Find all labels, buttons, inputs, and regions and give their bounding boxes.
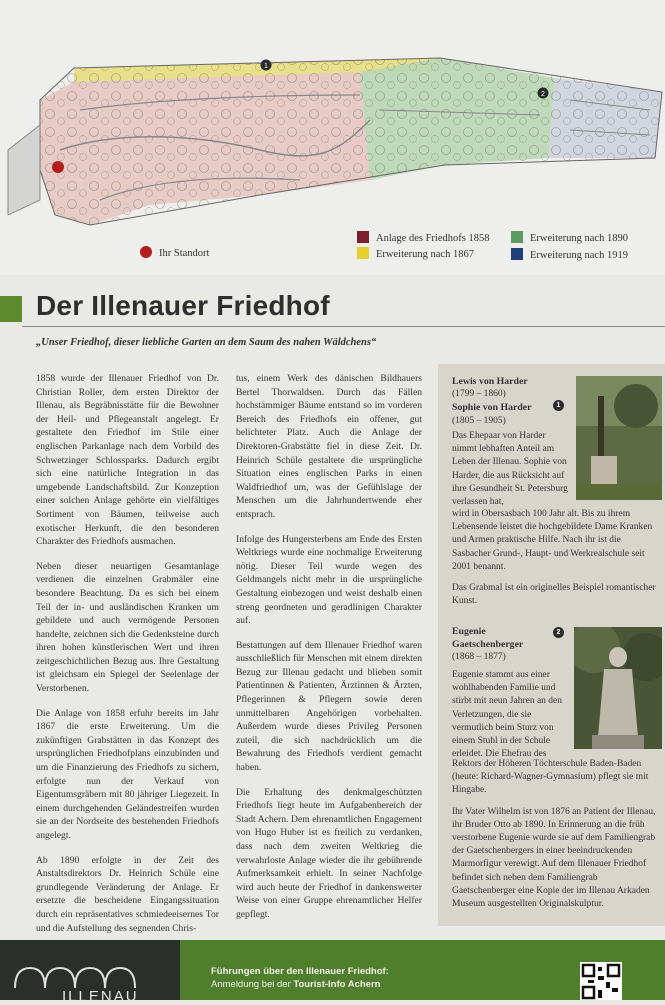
page-title: Der Illenauer Friedhof <box>36 290 330 321</box>
paragraph: Die Anlage von 1858 erfuhr bereits im Jahr 1867 die erste Erweiterung. Um die zukünftigen Grabstätten in das Konzept des ursprünglichen Friedhofplans einzubinden und um die Finanzierung des Friedhofs zu sichern, erfolgte nun der Verkauf von Eigentumsgräbern mit 80 jähriger Liegezeit. In einem durchgehenden Geländestreifen wurden sie an der Nordseite des bestehenden Friedhofs angelegt. <box>36 707 219 841</box>
legend-item-1867: Erweiterung nach 1867 <box>357 247 474 260</box>
title-accent-bar <box>0 296 22 322</box>
legend-swatch-icon <box>511 248 523 260</box>
paragraph: 1858 wurde der Illenauer Friedhof von Dr. Christian Roller, dem ersten Direktor der Illenau, als Begräbnisstätte für die Bewohner der Heil- und Pflegeanstalt angelegt. Er gestaltete den Friedhof im Stile einer englischen Parkanlage nach dem Vorbild des Schwetzinger Schlossparks. Dadurch ergibt sich eine natürliche Integration in das umgebende Landschaftsbild. Zur Konzeption einer solchen Anlage gehörte ein vielfältiges Sortiment von Bäumen, teilweise auch exotischer Herkunft, die den besonderen Charakter des Friedhofs ausmachen. <box>36 373 219 548</box>
svg-text:1: 1 <box>264 63 268 70</box>
person-2-text-narrow: Eugenie stammt aus einer wohlhabenden Familie und stirbt mit neun Jahren an den Verletzungen, die sie vermutlich beim Sturz von einem Stuhl in der Schule erleidet. Die Ehefrau des <box>452 670 563 760</box>
paragraph: Ab 1890 erfolgte in der Zeit des Anstaltsdirektors Dr. Heinrich Schüle eine grundlegende Veränderung der Anlage. Er ersetzte die bescheidene Eingangssituation durch ein repräsentatives schmiedeeisernes Tor und die Aufstellung des segnenden Chris- <box>36 854 219 934</box>
person-1-badge: 1 <box>553 400 564 411</box>
person-1-text-narrow: Das Ehepaar von Harder nimmt lebhaften Anteil am Leben der Illenau. Sophie von Harder, die aus Rücksicht auf ihre Gesundheit St. Petersburg verlassen hat, <box>452 431 568 508</box>
cemetery-map <box>0 0 665 275</box>
paragraph: Neben dieser neuartigen Gesamtanlage verdienen die einzelnen Grabmäler eine besondere Beachtung. Da es sich bei einem Teil der in- und ausländischen Kranken um gebildete und auch vermögende Personen handelte, zeichnen sich die Gedenksteine durch ihren hohen künstlerischen Wert und ihren zeitgeschichtlichen Bezug aus. Ihre Gestaltung ist gleichsam ein Spiegel der Seelenlage der Verstorbenen. <box>36 560 219 695</box>
person-1-header: Lewis von Harder (1799 – 1860) Sophie von Harder (1805 – 1905) <box>452 376 532 426</box>
person-2-header: Eugenie Gaetschenberger (1868 – 1877) <box>452 626 524 663</box>
legend-swatch-icon <box>357 231 369 243</box>
text-column-2 <box>236 372 422 933</box>
footer-title: Führungen über den Illenauer Friedhof: <box>211 966 389 977</box>
text-column-1 <box>36 372 219 946</box>
paragraph: Bestattungen auf dem Illenauer Friedhof waren ausschließlich für Menschen mit einem direkten Bezug zur Illenau gedacht und blieben somit Patientinnen & Patienten, Ärztinnen & Ärzten, Pflegerinnen & Pflegern sowie deren unmittelbaren Angehörigen vorbehalten. Außerdem wurde dieses Privileg Personen zuteil, die sich nachdrücklich um die Bewahrung des Friedhofs verdient gemacht haben. <box>236 639 422 774</box>
legend-item-1919: Erweiterung nach 1919 <box>511 248 628 261</box>
svg-text:2: 2 <box>541 91 545 98</box>
legend-swatch-icon <box>357 247 369 259</box>
person-2-text-wide: Rektors der Höheren Töchterschule Baden-Baden (heute: Richard-Wagner-Gymnasium) pflegt sie mit Hingabe. Ihr Vater Wilhelm ist von 1876 an Patient der Illenau, ihr Bruder Otto ab 1890. In Erinnerung an die früh verstorbene Eugenie wurde sie auf dem Familiengrab der Gaetschenbergers in einer beeindruckenden Marmorfigur verewigt. Auf dem Illenauer Friedhof befindet sich neben dem Familiengrab Gaetschenberger eine Kopie der im Illenau Arkaden Museum ausgestellten Originalskulptur. <box>452 759 656 910</box>
legend-item-1858: Anlage des Friedhofs 1858 <box>357 231 489 244</box>
standort-dot-icon <box>140 246 152 258</box>
paragraph: Infolge des Hungersterbens am Ende des Ersten Weltkriegs wurde eine nochmalige Erweiterung nötig. Dieser Teil wurde wegen des Geldmangels nicht mehr in die ursprüngliche Gestaltung einbezogen und weist deshalb einen streng geordneten und geradlinigen Charakter auf. <box>236 533 422 627</box>
grave-photo-gaetschenberger <box>574 627 662 749</box>
standort-marker <box>52 161 64 173</box>
qr-code-icon[interactable] <box>580 962 622 1000</box>
legend-standort: Ihr Standort <box>140 246 209 259</box>
footer-contact: Anmeldung bei der Tourist-Info Achern <box>211 979 381 990</box>
person-1-text-wide: wird in Obersasbach 100 Jahr alt. Bis zu ihrem Lebensende leistet die hochgebildete Dame Kranken und Armen praktische Hilfe. Nach ihr ist die Sasbacher Grund-, Haupt- und Werkrealschule seit 2001 benannt. Das Grabmal ist ein originelles Beispiel romantischer Kunst. <box>452 509 656 607</box>
paragraph: tus, einem Werk des dänischen Bildhauers Bertel Thorwaldsen. Durch das Fällen hochstämmiger Bäume entstand so im vorderen Bereich des Friedhofs ein offener, gut belichteter Platz. Auch die Anlage der Direktoren-Grabstätte fiel in diese Zeit. Dr. Heinrich Schüle gestaltete die ursprüngliche Situation eines englischen Parks in einen Waldfriedhof um, was der Gefühlslage der Menschen um die Jahrhundertwende eher entsprach. <box>236 373 422 520</box>
title-divider <box>22 326 665 327</box>
grave-photo-harder <box>576 376 662 500</box>
legend-item-1890: Erweiterung nach 1890 <box>511 231 628 244</box>
legend-swatch-icon <box>511 231 523 243</box>
paragraph: Die Erhaltung des denkmalgeschützten Friedhofs liegt heute im Aufgabenbereich der Stadt Achern. Dem ehrenamtlichen Engagement von Hugo Huber ist es freilich zu verdanken, dass nach dem zweiten Weltkrieg die verwahrloste Anlage wieder die ihr gebührende Aufmerksamkeit erhielt. In seiner Nachfolge wird auch heute der Friedhof in dankenswerter Weise von einer Gruppe ehrenamtlicher Helfer gepflegt. <box>236 786 422 920</box>
footer-logo-text: ILLENAU <box>62 988 139 1005</box>
person-2-badge: 2 <box>553 627 564 638</box>
page-subtitle: „Unser Friedhof, dieser liebliche Garten an dem Saum des nahen Wäldchens“ <box>36 337 377 348</box>
